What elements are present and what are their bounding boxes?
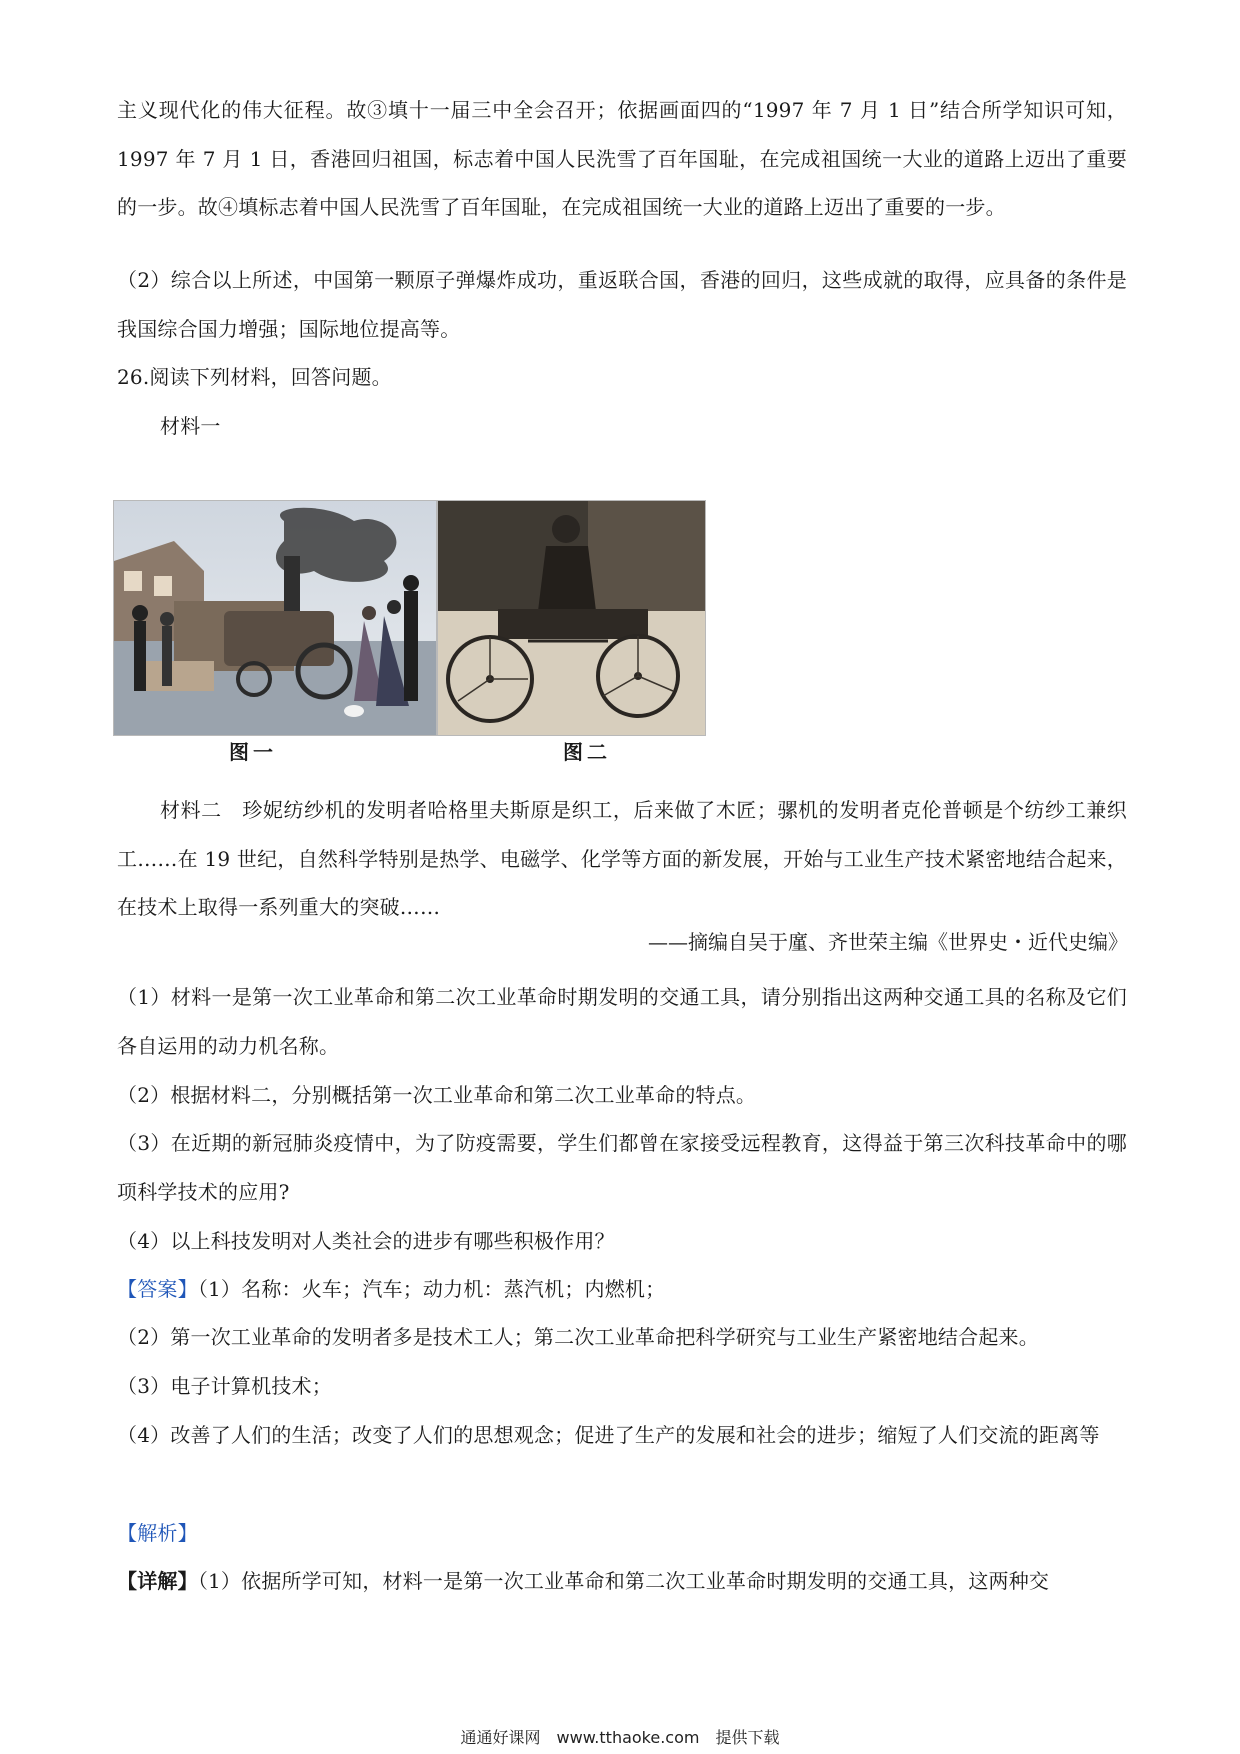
detail-line (117, 1557, 1127, 1606)
question-26-heading: 26.阅读下列材料，回答问题。 (117, 365, 392, 389)
answer-3: （3）电子计算机技术； (117, 1374, 332, 1398)
detail-tag: 【详解】 (117, 1569, 198, 1593)
locomotive-illustration (114, 501, 436, 735)
question-3: （3）在近期的新冠肺炎疫情中，为了防疫需要，学生们都曾在家接受远程教育，这得益于第三次科技革命中的哪项科学技术的应用? (117, 1131, 1127, 1204)
material-1-label: 材料一 (160, 414, 221, 438)
automobile-photo (438, 501, 705, 735)
figure-2-caption: 图二 (563, 740, 611, 764)
answer-2: （2）第一次工业革命的发明者多是技术工人；第二次工业革命把科学研究与工业生产紧密地结合起来。 (117, 1325, 1039, 1349)
paragraph-continuation: 主义现代化的伟大征程。故③填十一届三中全会召开；依据画面四的“1997 年 7 月 1 日”结合所学知识可知，1997 年 7 月 1 日，香港回归祖国，标志着中国人民洗雪了百年国耻，在完成祖国统一大业的道路上迈出了重要的一步。故④填标志着中国人民洗雪了百年国耻，在完成祖国统一大业的道路上迈出了重要的一步。 (117, 98, 1127, 219)
answer-line-1 (117, 1265, 1127, 1314)
figure-1-caption: 图一 (229, 740, 277, 764)
figure-2-automobile-image (437, 500, 706, 736)
answer-4: （4）改善了人们的生活；改变了人们的思想观念；促进了生产的发展和社会的进步；缩短了人们交流的距离等 (117, 1423, 1100, 1447)
answer-tag: 【答案】 (117, 1277, 198, 1301)
material-2-source: ——摘编自吴于廑、齐世荣主编《世界史・近代史编》 (648, 930, 1128, 954)
paragraph-summary: （2）综合以上所述，中国第一颗原子弹爆炸成功，重返联合国，香港的回归，这些成就的取得，应具备的条件是我国综合国力增强；国际地位提高等。 (117, 268, 1127, 341)
question-2: （2）根据材料二，分别概括第一次工业革命和第二次工业革命的特点。 (117, 1083, 757, 1107)
analysis-tag: 【解析】 (117, 1521, 198, 1545)
material-2-paragraph: 材料二 珍妮纺纱机的发明者哈格里夫斯原是织工，后来做了木匠；骡机的发明者克伦普顿是个纺纱工兼织工……在 19 世纪，自然科学特别是热学、电磁学、化学等方面的新发展，开始与工业生产技术紧密地结合起来，在技术上取得一系列重大的突破…… (117, 798, 1127, 919)
question-4: （4）以上科技发明对人类社会的进步有哪些积极作用？ (117, 1229, 615, 1253)
page-footer: 通通好课网 www.tthaoke.com 提供下载 (460, 1728, 780, 1747)
detail-text: （1）依据所学可知，材料一是第一次工业革命和第二次工业革命时期发明的交通工具，这两种交 (197, 1569, 1050, 1593)
figure-1-locomotive-image (113, 500, 437, 736)
question-1: （1）材料一是第一次工业革命和第二次工业革命时期发明的交通工具，请分别指出这两种交通工具的名称及它们各自运用的动力机名称。 (117, 985, 1127, 1058)
answer-1: （1）名称：火车；汽车；动力机：蒸汽机；内燃机； (197, 1277, 666, 1301)
